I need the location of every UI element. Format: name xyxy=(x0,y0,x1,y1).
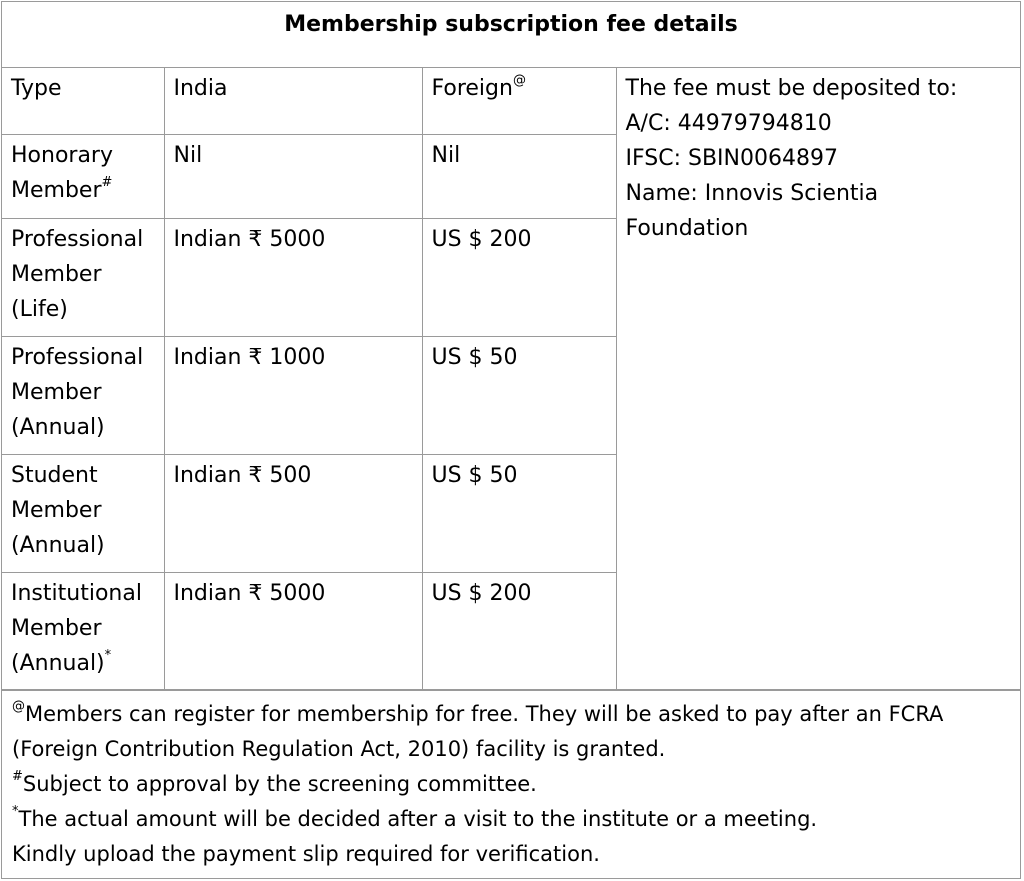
footnote-text: Kindly upload the payment slip required for verification. xyxy=(12,841,600,866)
footnote-amount xyxy=(12,802,1020,837)
foreign-fee-cell: US $ 200 xyxy=(422,218,616,336)
type-cell xyxy=(2,454,164,572)
india-fee-cell: Indian ₹ 500 xyxy=(164,454,422,572)
footnotes xyxy=(2,690,1020,872)
header-india: India xyxy=(164,68,422,134)
india-fee-cell: Indian ₹ 1000 xyxy=(164,336,422,454)
type-line-text: Member xyxy=(11,177,102,203)
header-foreign-label: Foreign xyxy=(431,76,513,101)
bank-intro: The fee must be deposited to: xyxy=(625,76,958,101)
foreign-fee-cell: US $ 50 xyxy=(422,336,616,454)
footnote-fcra xyxy=(12,697,1020,732)
type-line: (Annual) xyxy=(11,414,105,440)
type-line: Institutional xyxy=(11,580,142,606)
foreign-fee-cell: Nil xyxy=(422,134,616,218)
type-line-text: (Annual) xyxy=(11,650,105,676)
india-fee-cell: Indian ₹ 5000 xyxy=(164,218,422,336)
type-line: Member xyxy=(11,497,102,523)
bank-account: A/C: 44979794810 xyxy=(625,111,832,136)
fee-document xyxy=(1,1,1021,879)
bank-name: Name: Innovis Scientia xyxy=(625,181,879,206)
type-line: Member xyxy=(11,261,102,287)
footnote-upload xyxy=(12,837,1020,872)
type-line: Member xyxy=(11,379,102,405)
bank-name-cont: Foundation xyxy=(625,216,749,241)
footnote-approval xyxy=(12,767,1020,802)
footnote-text: Members can register for membership for free. They will be asked to pay after an FCRA xyxy=(25,701,944,726)
bank-ifsc: IFSC: SBIN0064897 xyxy=(625,146,838,171)
header-foreign xyxy=(422,68,616,134)
star-footnote-mark: * xyxy=(104,647,112,663)
type-cell xyxy=(2,218,164,336)
header-row xyxy=(2,68,1020,134)
at-footnote-mark: @ xyxy=(512,73,526,88)
foreign-fee-cell: US $ 50 xyxy=(422,454,616,572)
type-line xyxy=(11,173,156,208)
foreign-fee-cell: US $ 200 xyxy=(422,572,616,689)
india-fee-cell: Nil xyxy=(164,134,422,218)
type-line: Professional xyxy=(11,344,144,370)
type-line: Honorary xyxy=(11,142,113,168)
hash-footnote-mark: # xyxy=(101,174,113,190)
type-line: (Life) xyxy=(11,296,68,322)
type-cell xyxy=(2,336,164,454)
type-line: Professional xyxy=(11,226,144,252)
footnote-mark: # xyxy=(12,768,23,784)
type-cell xyxy=(2,134,164,218)
footnote-text: Subject to approval by the screening committee. xyxy=(22,771,537,796)
type-line: Student xyxy=(11,462,98,488)
document-title: Membership subscription fee details xyxy=(2,2,1020,68)
footnote-text: (Foreign Contribution Regulation Act, 2010) facility is granted. xyxy=(12,736,666,761)
footnote-text: The actual amount will be decided after a visit to the institute or a meeting. xyxy=(18,806,818,831)
header-type: Type xyxy=(2,68,164,134)
type-line: (Annual) xyxy=(11,532,105,558)
type-line xyxy=(11,646,156,681)
footnote-mark: @ xyxy=(12,698,25,714)
footnote-fcra-cont xyxy=(12,732,1020,767)
footnote-mark: * xyxy=(12,803,19,819)
fee-table xyxy=(2,68,1020,690)
bank-details xyxy=(616,68,1020,689)
type-cell xyxy=(2,572,164,689)
india-fee-cell: Indian ₹ 5000 xyxy=(164,572,422,689)
type-line: Member xyxy=(11,615,102,641)
